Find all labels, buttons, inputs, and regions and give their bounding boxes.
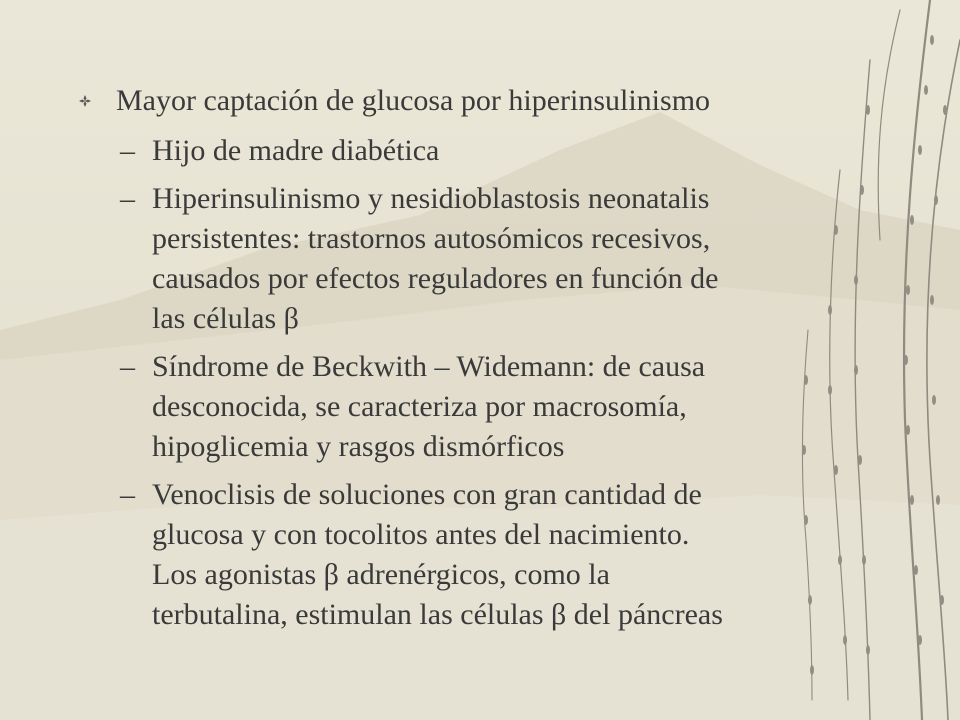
sub-item-2-line-2: persistentes: trastornos autosómicos recesivos, [152, 222, 711, 255]
four-diamond-bullet-icon [78, 94, 92, 108]
sub-item-dash: – [120, 350, 135, 383]
sub-item-4-line-1: Venoclisis de soluciones con gran cantidad de [152, 478, 702, 511]
main-bullet-text: Mayor captación de glucosa por hiperinsulinismo [116, 84, 711, 117]
sub-item-4-line-3: Los agonistas β adrenérgicos, como la [152, 558, 610, 591]
sub-item-1-line-1: Hijo de madre diabética [152, 134, 440, 167]
sub-item-4-line-4: terbutalina, estimulan las células β del páncreas [152, 598, 723, 631]
sub-item-3-line-2: desconocida, se caracteriza por macrosomía, [152, 390, 687, 423]
sub-item-dash: – [120, 182, 135, 215]
sub-item-4-line-2: glucosa y con tocolitos antes del nacimiento. [152, 518, 690, 551]
sub-item-3-line-1: Síndrome de Beckwith – Widemann: de causa [152, 350, 706, 383]
sub-item-dash: – [120, 134, 135, 167]
sub-item-2-line-3: causados por efectos reguladores en función de [152, 262, 719, 295]
sub-item-2-line-1: Hiperinsulinismo y nesidioblastosis neonatalis [152, 182, 710, 215]
sub-item-2-line-4: las células β [152, 302, 299, 335]
sub-item-dash: – [120, 478, 135, 511]
sub-item-3-line-3: hipoglicemia y rasgos dismórficos [152, 430, 565, 463]
